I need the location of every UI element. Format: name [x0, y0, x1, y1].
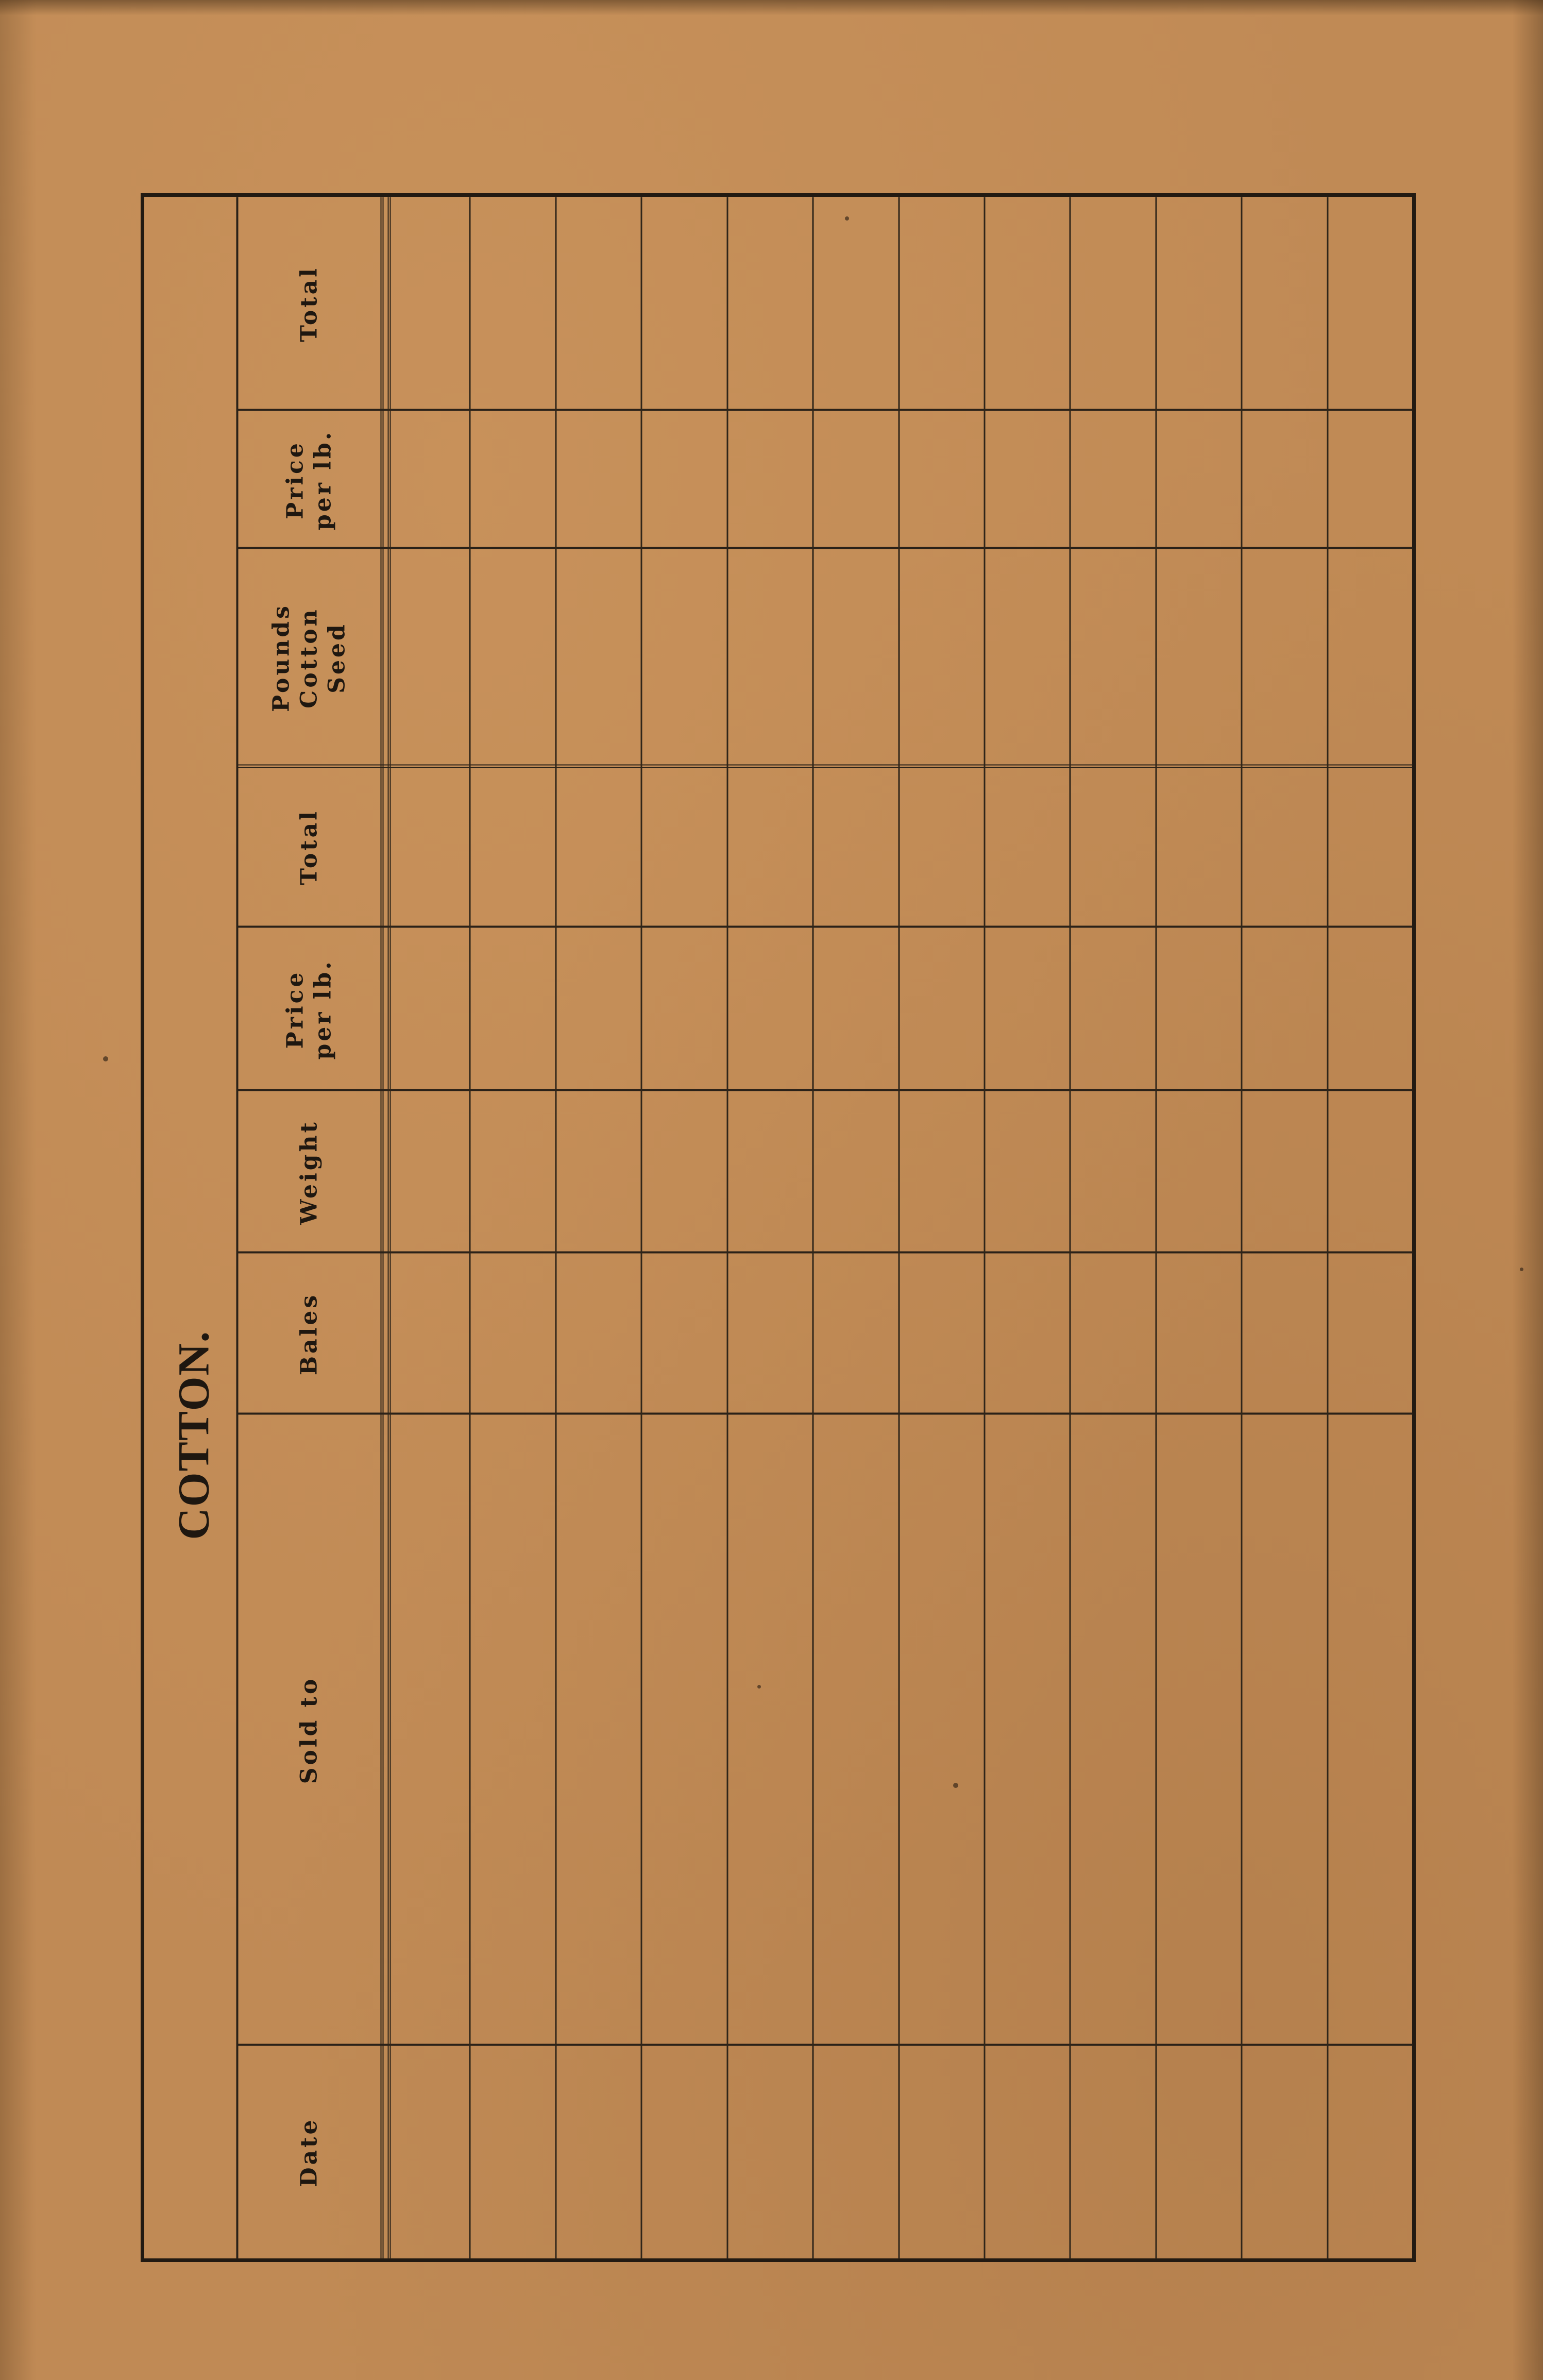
- header-seed-total: Total: [296, 265, 322, 342]
- column-divider: [238, 1251, 1412, 1253]
- ledger-row-line: [1155, 197, 1157, 2258]
- column-divider: [238, 925, 1412, 927]
- page-right-shadow: [1512, 0, 1543, 2380]
- ledger-row-line: [812, 197, 813, 2258]
- header-total: Total: [296, 808, 322, 885]
- column-divider: [238, 409, 1412, 411]
- ledger-row-line: [898, 197, 900, 2258]
- column-divider: [238, 1089, 1412, 1091]
- column-divider-double: [238, 764, 1412, 768]
- column-divider: [238, 547, 1412, 549]
- header-pounds-cotton-seed: Pounds Cotton Seed: [268, 603, 350, 712]
- header-bales: Bales: [296, 1292, 322, 1375]
- ledger-row-line: [469, 197, 470, 2258]
- cotton-ledger-table: [144, 197, 1412, 2258]
- title-band: [144, 197, 238, 2258]
- header-sold-to: Sold to: [296, 1676, 322, 1784]
- form-title: COTTON.: [168, 1330, 218, 1540]
- ledger-row-line: [984, 197, 985, 2258]
- page-top-shadow: [0, 0, 1543, 15]
- header-price-per-lb: Price per lb.: [282, 958, 336, 1060]
- ledger-row-line: [1241, 197, 1242, 2258]
- ledger-row-line: [1327, 197, 1328, 2258]
- ledger-row-line: [640, 197, 642, 2258]
- column-header-row: [238, 197, 383, 2258]
- header-weight: Weight: [296, 1119, 322, 1225]
- header-date: Date: [296, 2117, 322, 2187]
- ledger-row-line: [726, 197, 728, 2258]
- ledger-row-line: [1069, 197, 1071, 2258]
- ledger-row-line-double: [387, 197, 391, 2258]
- paper-speck: [1520, 1268, 1523, 1271]
- header-seed-price-per-lb: Price per lb.: [282, 429, 336, 530]
- column-divider: [238, 1412, 1412, 1414]
- ledger-row-line: [555, 197, 556, 2258]
- cotton-ledger-frame: [141, 193, 1416, 2262]
- paper-speck: [103, 1056, 108, 1061]
- column-divider: [238, 2044, 1412, 2046]
